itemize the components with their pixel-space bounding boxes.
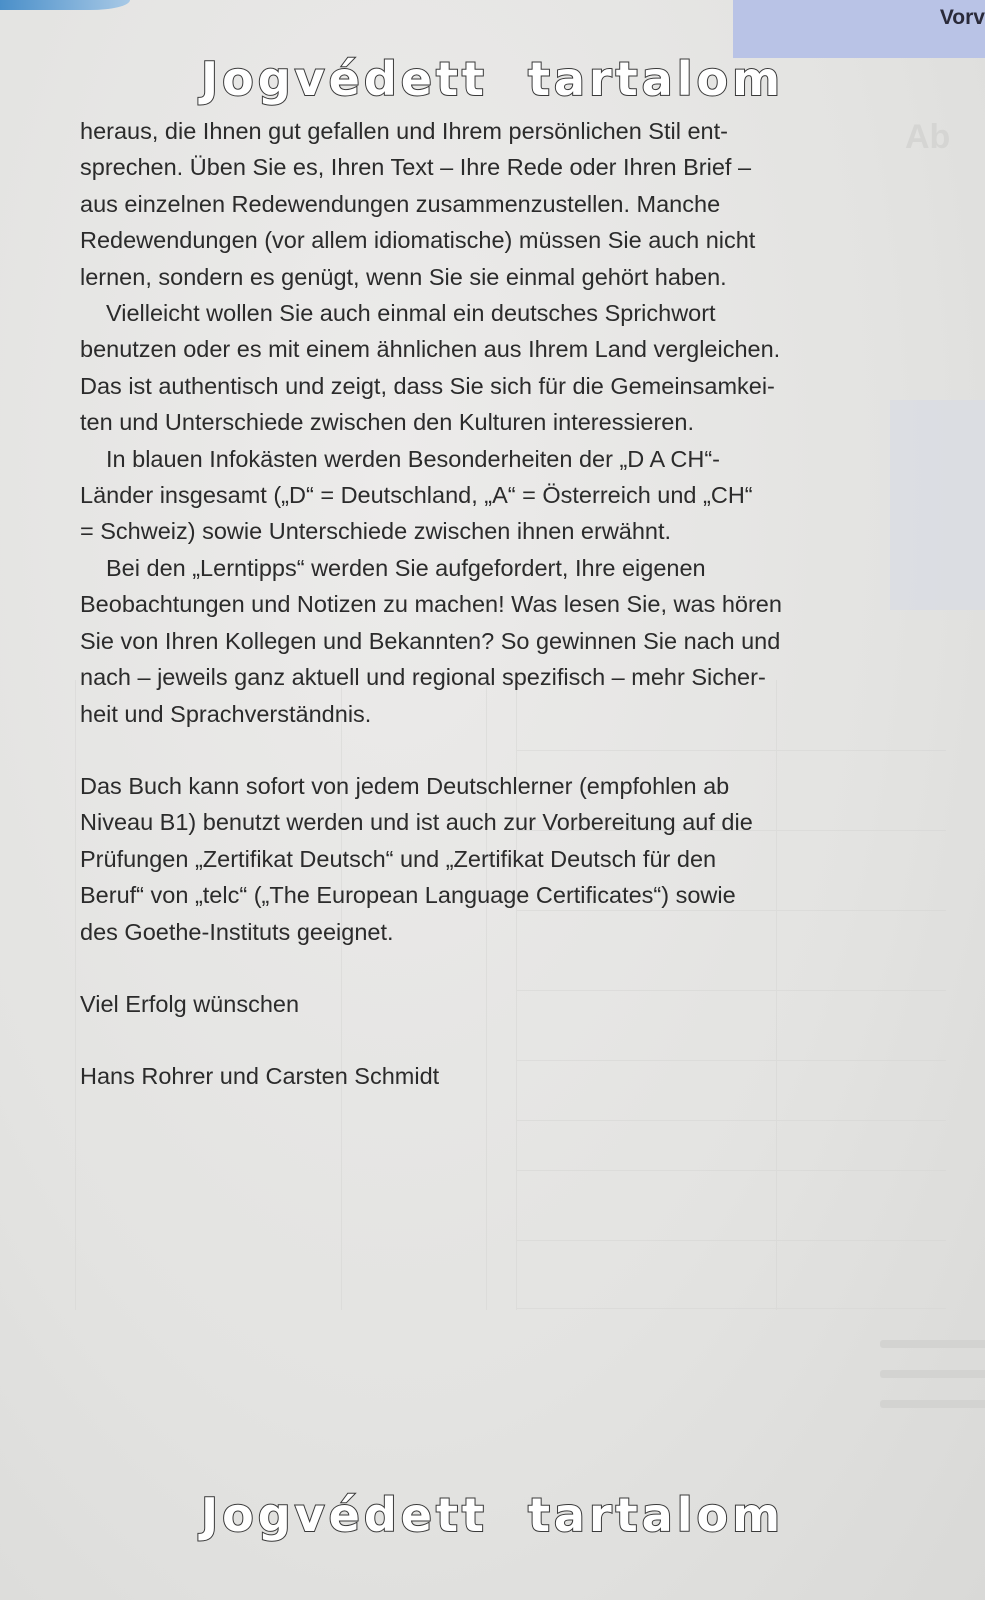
text-line: Bei den „Lerntipps“ werden Sie aufgefordert, Ihre eigenen	[106, 554, 706, 581]
closing-text: Viel Erfolg wünschen	[80, 990, 300, 1017]
author-names: Hans Rohrer und Carsten Schmidt	[80, 1063, 440, 1090]
chapter-tab-label: Vorv	[939, 6, 985, 29]
spacer	[80, 732, 912, 768]
paragraph-5	[80, 768, 912, 950]
text-line: aus einzelnen Redewendungen zusammenzustellen. Manche	[80, 190, 721, 217]
text-line: Länder insgesamt („D“ = Deutschland, „A“ = Österreich und „CH“	[80, 482, 753, 509]
corner-decoration	[0, 0, 130, 10]
paragraph-1	[80, 113, 912, 295]
show-through-heading: Ab	[905, 118, 951, 156]
text-line: Das Buch kann sofort von jedem Deutschlerner (empfohlen ab	[80, 772, 730, 799]
text-line: heraus, die Ihnen gut gefallen und Ihrem persönlichen Stil ent-	[80, 118, 728, 144]
text-line: In blauen Infokästen werden Besonderheiten der „D A CH“-	[106, 445, 720, 472]
text-line: Beruf“ von „telc“ („The European Language Certificates“) sowie	[80, 882, 736, 909]
text-line: ten und Unterschiede zwischen den Kulturen interessieren.	[80, 409, 694, 436]
closing-line	[80, 986, 912, 1022]
text-line: Das ist authentisch und zeigt, dass Sie sich für die Gemeinsamkei-	[80, 372, 775, 399]
paragraph-4	[80, 550, 912, 732]
author-signature	[80, 1058, 912, 1094]
watermark-top: Jogvédett tartalom	[200, 52, 784, 106]
paragraph-2	[80, 295, 912, 441]
show-through-paragraph	[880, 1340, 985, 1460]
text-line: Sie von Ihren Kollegen und Bekannten? So gewinnen Sie nach und	[80, 627, 781, 654]
text-line: Prüfungen „Zertifikat Deutsch“ und „Zertifikat Deutsch für den	[80, 845, 717, 872]
text-line: Vielleicht wollen Sie auch einmal ein deutsches Sprichwort	[106, 300, 716, 327]
text-line: des Goethe-Instituts geeignet.	[80, 918, 394, 945]
spacer	[80, 1022, 912, 1058]
text-line: lernen, sondern es genügt, wenn Sie sie einmal gehört haben.	[80, 263, 727, 290]
watermark-bottom: Jogvédett tartalom	[200, 1488, 784, 1542]
text-line: sprechen. Üben Sie es, Ihren Text – Ihre Rede oder Ihren Brief –	[80, 154, 752, 181]
chapter-tab	[733, 0, 985, 58]
text-line: Redewendungen (vor allem idiomatische) müssen Sie auch nicht	[80, 227, 756, 254]
text-line: Niveau B1) benutzt werden und ist auch zur Vorbereitung auf die	[80, 809, 753, 836]
spacer	[80, 950, 912, 986]
text-line: heit und Sprachverständnis.	[80, 700, 372, 727]
preface-body	[80, 113, 912, 1095]
paragraph-3	[80, 441, 912, 550]
text-line: nach – jeweils ganz aktuell und regional spezifisch – mehr Sicher-	[80, 664, 766, 691]
text-line: = Schweiz) sowie Unterschiede zwischen ihnen erwähnt.	[80, 518, 672, 545]
text-line: benutzen oder es mit einem ähnlichen aus Ihrem Land vergleichen.	[80, 336, 781, 363]
text-line: Beobachtungen und Notizen zu machen! Was lesen Sie, was hören	[80, 591, 782, 618]
